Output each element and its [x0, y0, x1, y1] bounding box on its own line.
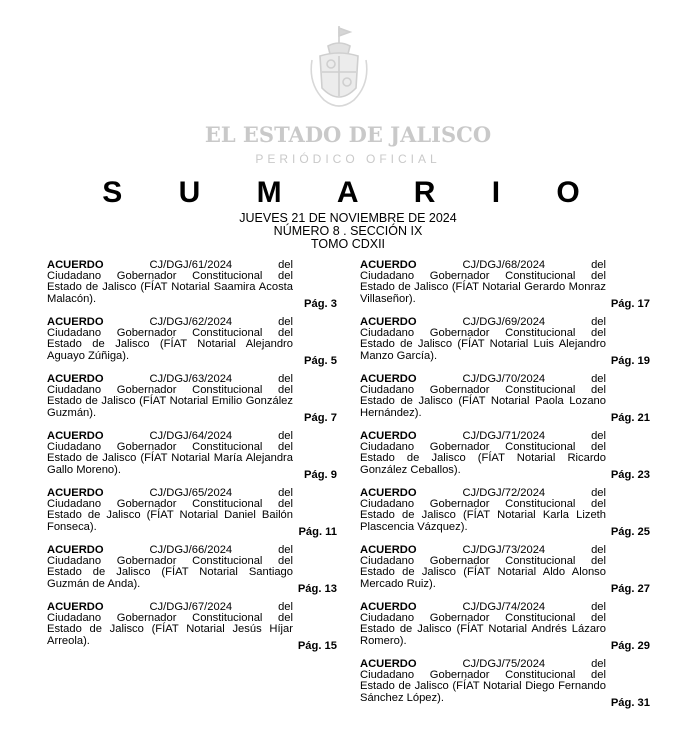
- entry-code: CJ/DGJ/61/2024: [149, 259, 233, 271]
- summary-entry[interactable]: [47, 260, 337, 317]
- summary-entry[interactable]: [47, 602, 337, 659]
- entry-page-number[interactable]: Pág. 5: [304, 355, 337, 367]
- entry-keyword: ACUERDO: [360, 259, 417, 271]
- entry-description: Ciudadano Gobernador Constitucional del Estado de Jalisco (FÍAT Notarial Daniel Bailón Fonseca).: [47, 498, 293, 533]
- summary-entry[interactable]: [360, 659, 650, 716]
- entry-connector: del: [591, 430, 606, 442]
- summary-entry[interactable]: [47, 374, 337, 431]
- summary-entry[interactable]: [360, 374, 650, 431]
- entry-code: CJ/DGJ/72/2024: [462, 487, 546, 499]
- entry-keyword: ACUERDO: [47, 259, 104, 271]
- masthead-title: EL ESTADO DE JALISCO: [204, 122, 492, 147]
- left-column: [47, 260, 337, 659]
- entry-description: Ciudadano Gobernador Constitucional del Estado de Jalisco (FÍAT Notarial Emilio González Guzmán).: [47, 384, 293, 419]
- summary-entry[interactable]: [360, 545, 650, 602]
- summary-entry[interactable]: [47, 545, 337, 602]
- entry-description: Ciudadano Gobernador Constitucional del Estado de Jalisco (FÍAT Notarial Karla Lizeth Plascencia Vázquez).: [360, 498, 606, 533]
- entry-connector: del: [591, 316, 606, 328]
- entry-connector: del: [591, 601, 606, 613]
- entry-connector: del: [591, 373, 606, 385]
- entry-keyword: ACUERDO: [47, 373, 104, 385]
- entry-code: CJ/DGJ/70/2024: [462, 373, 546, 385]
- summary-entry[interactable]: [360, 488, 650, 545]
- issue-tome: TOMO CDXII: [310, 237, 386, 251]
- entry-page-number[interactable]: Pág. 7: [304, 412, 337, 424]
- entry-page-number[interactable]: Pág. 27: [610, 583, 650, 595]
- entry-code: CJ/DGJ/63/2024: [149, 373, 233, 385]
- entry-description: Ciudadano Gobernador Constitucional del Estado de Jalisco (FÍAT Notarial Paola Lozano Hernández).: [360, 384, 606, 419]
- entry-keyword: ACUERDO: [47, 430, 104, 442]
- entry-page-number[interactable]: Pág. 31: [610, 697, 650, 709]
- entry-code: CJ/DGJ/75/2024: [462, 658, 546, 670]
- jalisco-coat-of-arms-icon: [308, 24, 370, 116]
- entry-page-number[interactable]: Pág. 21: [610, 412, 650, 424]
- entry-code: CJ/DGJ/65/2024: [149, 487, 233, 499]
- entry-description: Ciudadano Gobernador Constitucional del Estado de Jalisco (FÍAT Notarial Santiago Guzmán de Anda).: [47, 555, 293, 590]
- entry-description: Ciudadano Gobernador Constitucional del Estado de Jalisco (FÍAT Notarial Alejandro Aguayo Zúñiga).: [47, 327, 293, 362]
- summary-entry[interactable]: [360, 431, 650, 488]
- entry-code: CJ/DGJ/71/2024: [462, 430, 546, 442]
- summary-entry[interactable]: [47, 317, 337, 374]
- entry-description: Ciudadano Gobernador Constitucional del Estado de Jalisco (FÍAT Notarial Andrés Lázaro Romero).: [360, 612, 606, 647]
- issue-number: NÚMERO 8 . SECCIÓN IX: [273, 224, 423, 238]
- masthead-subtitle: PERIÓDICO OFICIAL: [255, 152, 441, 166]
- entry-connector: del: [278, 601, 293, 613]
- entry-connector: del: [591, 259, 606, 271]
- entry-connector: del: [591, 658, 606, 670]
- page-title: S U M A R I O: [102, 176, 604, 209]
- entry-page-number[interactable]: Pág. 15: [297, 640, 337, 652]
- entry-keyword: ACUERDO: [360, 430, 417, 442]
- entry-page-number[interactable]: Pág. 17: [610, 298, 650, 310]
- entry-code: CJ/DGJ/68/2024: [462, 259, 546, 271]
- entry-code: CJ/DGJ/74/2024: [462, 601, 546, 613]
- entry-connector: del: [591, 487, 606, 499]
- entry-connector: del: [278, 487, 293, 499]
- summary-entry[interactable]: [360, 260, 650, 317]
- entry-code: CJ/DGJ/73/2024: [462, 544, 546, 556]
- entry-keyword: ACUERDO: [47, 544, 104, 556]
- entry-code: CJ/DGJ/67/2024: [149, 601, 233, 613]
- entry-page-number[interactable]: Pág. 9: [304, 469, 337, 481]
- entry-page-number[interactable]: Pág. 11: [298, 526, 337, 538]
- entry-description: Ciudadano Gobernador Constitucional del Estado de Jalisco (FÍAT Notarial Jesús Híjar Arreola).: [47, 612, 293, 647]
- entry-connector: del: [278, 373, 293, 385]
- entry-description: Ciudadano Gobernador Constitucional del Estado de Jalisco (FÍAT Notarial Saamira Acosta Malacón).: [47, 270, 293, 305]
- summary-entry[interactable]: [360, 602, 650, 659]
- entry-description: Ciudadano Gobernador Constitucional del Estado de Jalisco (FÍAT Notarial Diego Fernando Sánchez López).: [360, 669, 606, 704]
- entry-keyword: ACUERDO: [360, 373, 417, 385]
- issue-info: [0, 212, 696, 251]
- entry-description: Ciudadano Gobernador Constitucional del Estado de Jalisco (FÍAT Notarial Luis Alejandro Manzo García).: [360, 327, 606, 362]
- entry-code: CJ/DGJ/62/2024: [149, 316, 233, 328]
- entry-code: CJ/DGJ/64/2024: [149, 430, 233, 442]
- entry-page-number[interactable]: Pág. 25: [610, 526, 650, 538]
- entry-page-number[interactable]: Pág. 3: [304, 298, 337, 310]
- summary-entry[interactable]: [47, 488, 337, 545]
- entry-code: CJ/DGJ/69/2024: [462, 316, 546, 328]
- entry-keyword: ACUERDO: [47, 601, 104, 613]
- summary-entry[interactable]: [47, 431, 337, 488]
- entry-keyword: ACUERDO: [47, 316, 104, 328]
- entry-connector: del: [278, 544, 293, 556]
- issue-date: JUEVES 21 DE NOVIEMBRE DE 2024: [239, 211, 457, 225]
- entry-keyword: ACUERDO: [360, 658, 417, 670]
- entry-connector: del: [278, 316, 293, 328]
- entry-code: CJ/DGJ/66/2024: [149, 544, 233, 556]
- entry-keyword: ACUERDO: [360, 544, 417, 556]
- entry-description: Ciudadano Gobernador Constitucional del Estado de Jalisco (FÍAT Notarial Ricardo González Ceballos).: [360, 441, 606, 476]
- entry-page-number[interactable]: Pág. 19: [610, 355, 650, 367]
- entry-page-number[interactable]: Pág. 23: [610, 469, 650, 481]
- entry-page-number[interactable]: Pág. 29: [610, 640, 650, 652]
- entry-keyword: ACUERDO: [360, 601, 417, 613]
- entry-keyword: ACUERDO: [47, 487, 104, 499]
- summary-entry[interactable]: [360, 317, 650, 374]
- entry-description: Ciudadano Gobernador Constitucional del Estado de Jalisco (FÍAT Notarial Gerardo Monraz Villaseñor).: [360, 270, 606, 305]
- entry-keyword: ACUERDO: [360, 487, 417, 499]
- entry-description: Ciudadano Gobernador Constitucional del Estado de Jalisco (FÍAT Notarial María Alejandra Gallo Moreno).: [47, 441, 293, 476]
- entry-keyword: ACUERDO: [360, 316, 417, 328]
- entry-description: Ciudadano Gobernador Constitucional del Estado de Jalisco (FÍAT Notarial Aldo Alonso Mercado Ruiz).: [360, 555, 606, 590]
- entry-connector: del: [278, 430, 293, 442]
- entry-page-number[interactable]: Pág. 13: [297, 583, 337, 595]
- entry-connector: del: [591, 544, 606, 556]
- entry-connector: del: [278, 259, 293, 271]
- right-column: [360, 260, 650, 716]
